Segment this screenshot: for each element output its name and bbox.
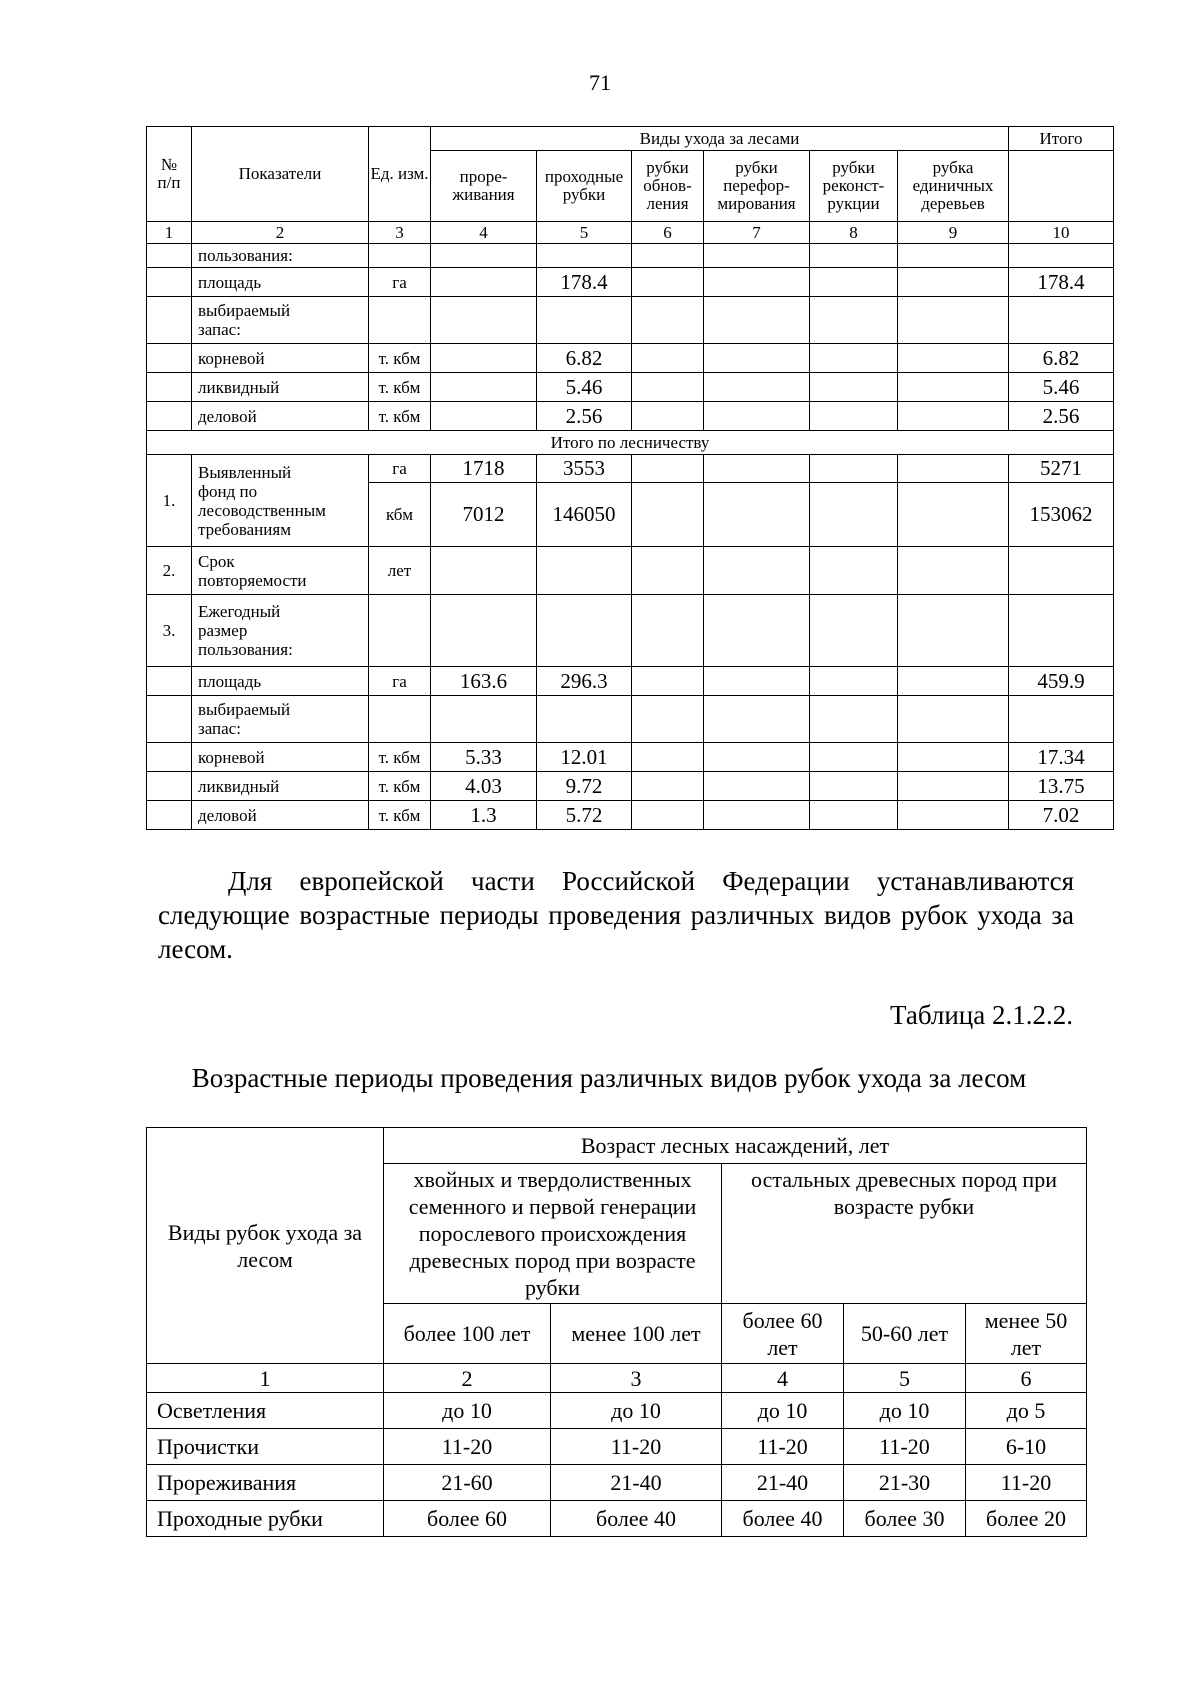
table-row: Осветления до 10 до 10 до 10 до 10 до 5	[147, 1393, 1087, 1429]
header-total-blank	[1009, 151, 1114, 222]
sub-header: более 60 лет	[722, 1304, 844, 1364]
table-row: Проходные рубки более 60 более 40 более 40 более 30 более 20	[147, 1501, 1087, 1537]
header-age: Возраст лесных насаждений, лет	[384, 1128, 1087, 1164]
header-group-conifer: хвойных и твердолиственных семенного и первой генерации порослевого происхождения древесных пород при возрасте рубки	[384, 1164, 722, 1304]
table-row: корневой т. кбм 6.82 6.82	[147, 344, 1114, 373]
column-numbers-row: 1 2 3 4 5 6 7 8 9 10	[147, 222, 1114, 244]
table-row: пользования:	[147, 244, 1114, 268]
type-renewal: рубки обнов- ления	[632, 151, 704, 222]
table-row: площадь га 178.4 178.4	[147, 268, 1114, 297]
header-indicator: Показатели	[192, 127, 369, 222]
table-row: выбираемый запас:	[147, 696, 1114, 743]
table-row: кбм 7012 146050 153062	[147, 483, 1114, 547]
table-caption: Таблица 2.1.2.2.	[890, 1000, 1073, 1030]
table-row: площадь га 163.6 296.3 459.9	[147, 667, 1114, 696]
table-title: Возрастные периоды проведения различных видов рубок ухода за лесом	[191, 1063, 1027, 1093]
sub-header: более 100 лет	[384, 1304, 551, 1364]
body-paragraph: Для европейской части Российской Федерации устанавливаются следующие возрастные периоды проведения различных видов рубок ухода за лесом.	[158, 866, 1074, 964]
type-reformation: рубки перефор- мирования	[704, 151, 810, 222]
table-row: деловой т. кбм 2.56 2.56	[147, 402, 1114, 431]
sub-header: 50-60 лет	[844, 1304, 966, 1364]
forest-care-table	[146, 126, 1114, 830]
table-row: 2. Срок повторяемости лет	[147, 547, 1114, 595]
header-unit: Ед. изм.	[369, 127, 431, 222]
sub-header: менее 50 лет	[966, 1304, 1087, 1364]
type-thinning: проре- живания	[431, 151, 537, 222]
column-numbers-row: 1 2 3 4 5 6	[147, 1364, 1087, 1393]
type-single-trees: рубка единичных деревьев	[898, 151, 1009, 222]
table-row: деловой т. кбм 1.3 5.72 7.02	[147, 801, 1114, 830]
sub-header: менее 100 лет	[551, 1304, 722, 1364]
header-total: Итого	[1009, 127, 1114, 151]
type-reconstruction: рубки реконст- рукции	[810, 151, 898, 222]
table-row: Прочистки 11-20 11-20 11-20 11-20 6-10	[147, 1429, 1087, 1465]
table-row: корневой т. кбм 5.33 12.01 17.34	[147, 743, 1114, 772]
header-group-other: остальных древесных пород при возрасте рубки	[722, 1164, 1087, 1304]
header-care-type: Виды рубок ухода за лесом	[147, 1128, 384, 1364]
table-row: ликвидный т. кбм 4.03 9.72 13.75	[147, 772, 1114, 801]
table-row: выбираемый запас:	[147, 297, 1114, 344]
header-care-types: Виды ухода за лесами	[431, 127, 1009, 151]
page-number: 71	[589, 70, 611, 95]
type-passing: проходные рубки	[537, 151, 632, 222]
age-periods-table	[146, 1127, 1087, 1537]
table-row: 3. Ежегодный размер пользования:	[147, 595, 1114, 667]
header-num: № п/п	[147, 127, 192, 222]
table-row: Прореживания 21-60 21-40 21-40 21-30 11-20	[147, 1465, 1087, 1501]
table-row: ликвидный т. кбм 5.46 5.46	[147, 373, 1114, 402]
table-row: 1. Выявленный фонд по лесоводственным требованиям га 1718 3553 5271	[147, 455, 1114, 483]
section-title: Итого по лесничеству	[147, 431, 1114, 455]
